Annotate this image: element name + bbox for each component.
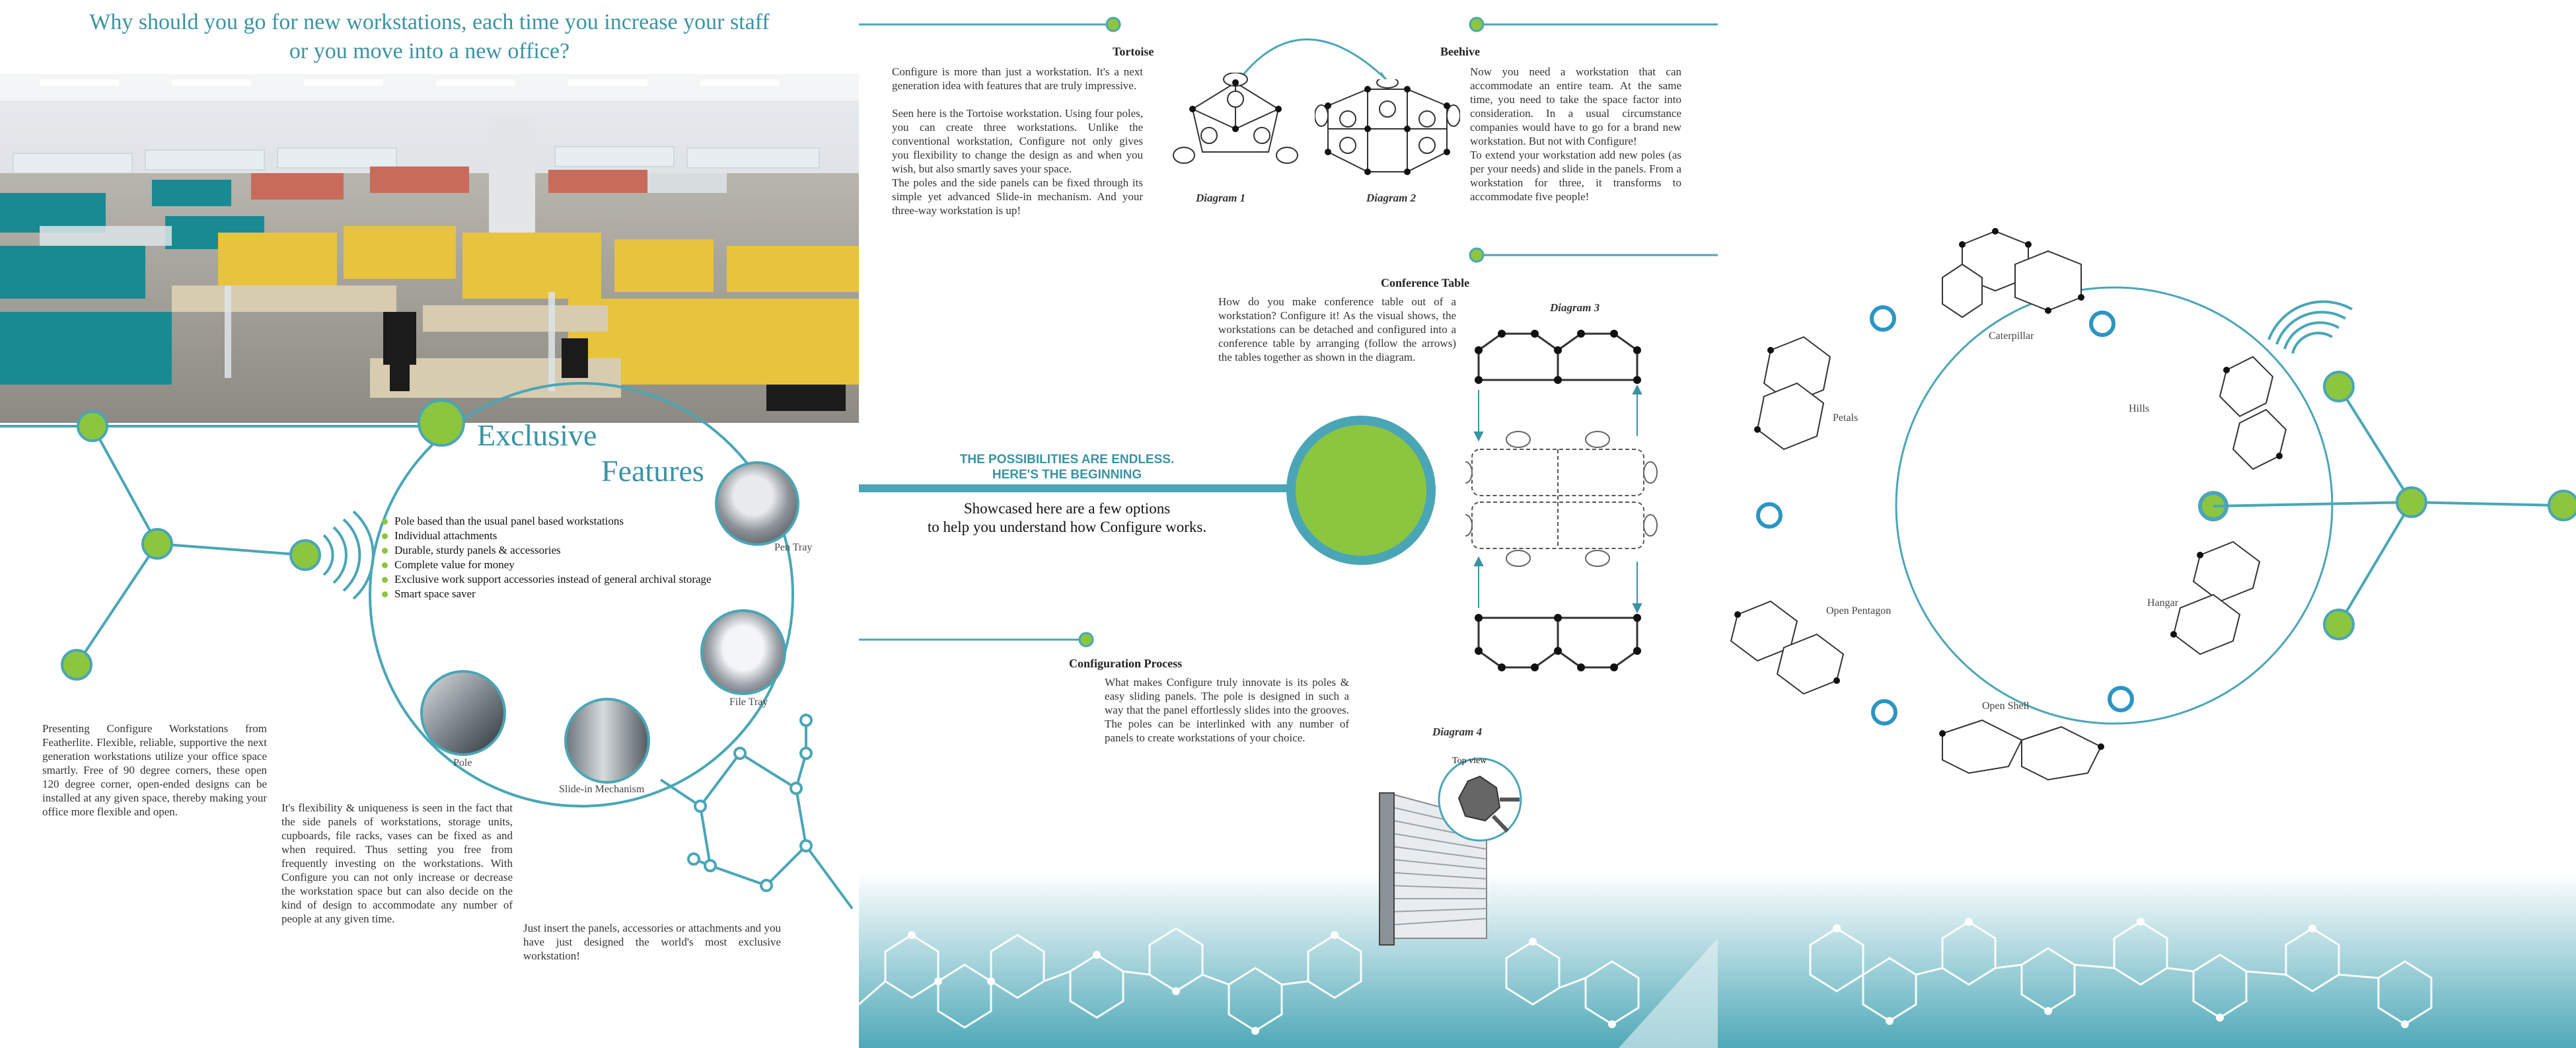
diagram-1-label: Diagram 1	[1196, 192, 1246, 204]
file-tray-caption: File Tray	[729, 696, 768, 708]
tortoise-text: Configure is more than just a workstation. It's a next generation idea with features that are truly impressive. Seen here is the Tortoise workstation. Using four poles, you can create three workstations. Unlike the conventional workstation, Configure not only gives you flexibility to change the design as and when you wish, but also smartly saves your space. The poles and the side panels can be fixed through its simple yet advanced Slide-in mechanism. And your three-way workstation is up!	[892, 65, 1143, 217]
configurations-ring	[1718, 0, 2576, 872]
diagram-2-label: Diagram 2	[1366, 192, 1417, 204]
panel-right	[1718, 0, 2576, 1048]
feature-item: Individual attachments	[380, 529, 750, 543]
features-word-1: Exclusive	[477, 418, 597, 452]
diagram-3-illustration	[1465, 324, 1664, 694]
node	[78, 412, 107, 441]
label-hangar: Hangar	[2147, 597, 2179, 609]
features-list	[380, 514, 750, 601]
diagram-3-label: Diagram 3	[1550, 301, 1600, 314]
label-open-shell: Open Shell	[1982, 700, 2030, 712]
beehive-text: Now you need a workstation that can accommodate an entire team. At the same time, you need to take the space factor into consideration. In a usual circumstance companies would have to go for a brand new workstation. But not with Configure! To extend your workstation add new poles (as per your needs) and slide in the panels. From a workstation for three, it transforms to accommodate five people!	[1470, 65, 1681, 203]
feature-item: Durable, sturdy panels & accessories	[380, 543, 750, 558]
label-open-pentagon: Open Pentagon	[1826, 605, 1892, 617]
beehive-title: Beehive	[1440, 45, 1480, 58]
pole-photo	[420, 670, 506, 756]
feature-item: Smart space saver	[380, 587, 750, 601]
showcased-line-1: Showcased here are a few options	[963, 500, 1171, 517]
possibilities-line-1: THE POSSIBILITIES ARE ENDLESS.	[959, 453, 1175, 467]
config-text: What makes Configure truly innovate is its poles & easy sliding panels. The pole is designed in such a way that the panel effortlessly slides into the grooves. The poles can be interlinked with any number of panels to create workstations of your choice.	[1105, 676, 1349, 744]
top-view-label: Top view	[1452, 756, 1487, 766]
conference-text: How do you make conference table out of a workstation? Configure it! As the visual shows, the workstations can be detached and configured into a conference table by arranging (follow the arrows) the tables together as shown in the diagram.	[1218, 295, 1456, 363]
hex-background-right	[1718, 872, 2576, 1048]
pen-tray-photo	[715, 461, 799, 546]
tortoise-title: Tortoise	[1113, 45, 1154, 58]
headline	[0, 8, 859, 66]
hex-background	[859, 872, 1718, 1048]
conference-title: Conference Table	[1381, 276, 1470, 289]
intro-paragraph: Presenting Configure Workstations from Featherlite. Flexible, reliable, supportive the next generation workstations utilize your office space smartly. Free of 90 degree corners, these open 120 degree corner, open-ended designs can be installed at any given space, thereby making your office more flexible and open.	[42, 722, 267, 818]
label-petals: Petals	[1833, 412, 1858, 424]
slide-in-caption: Slide-in Mechanism	[559, 784, 645, 795]
flexibility-paragraph: It's flexibility & uniqueness is seen in the fact that the side panels of workstations, storage units, cupboards, file racks, vases can be fixed as and when required. Thus setting you free from frequently investing on the workstations. With Configure you can not only increase or decrease the workstation space but can also decide on the kind of design to accommodate any number of people at any given time.	[281, 802, 513, 925]
panel-left	[0, 0, 859, 1048]
diagram-4-illustration	[1361, 740, 1572, 952]
possibilities-line-2: HERE'S THE BEGINNING	[992, 468, 1142, 482]
pen-tray-caption: Pen Tray	[774, 542, 813, 553]
headline-line-1: Why should you go for new workstations, each time you increase your staff	[89, 10, 770, 34]
possibilities-heading	[938, 452, 1196, 482]
showcased-text	[899, 500, 1235, 537]
feature-item: Exclusive work support accessories instead of general archival storage	[380, 572, 750, 587]
diagram-1-illustration	[1169, 73, 1302, 178]
diagram-2-illustration	[1315, 79, 1460, 185]
label-hills: Hills	[2129, 403, 2150, 414]
feature-item: Pole based than the usual panel based workstations	[380, 514, 750, 529]
file-tray-photo	[700, 609, 786, 695]
diagram-4-label: Diagram 4	[1432, 726, 1483, 738]
pole-caption: Pole	[453, 757, 472, 768]
feature-item: Complete value for money	[380, 558, 750, 572]
slide-in-photo	[564, 698, 650, 784]
showcased-line-2: to help you understand how Configure works.	[927, 519, 1207, 535]
panel-middle	[859, 0, 1718, 1048]
closing-paragraph: Just insert the panels, accessories or attachments and you have just designed the world's most exclusive workstation!	[523, 922, 781, 962]
config-title: Configuration Process	[1069, 657, 1183, 670]
headline-line-2: or you move into a new office?	[289, 39, 570, 63]
features-word-2: Features	[601, 454, 704, 488]
label-caterpillar: Caterpillar	[1989, 330, 2034, 342]
